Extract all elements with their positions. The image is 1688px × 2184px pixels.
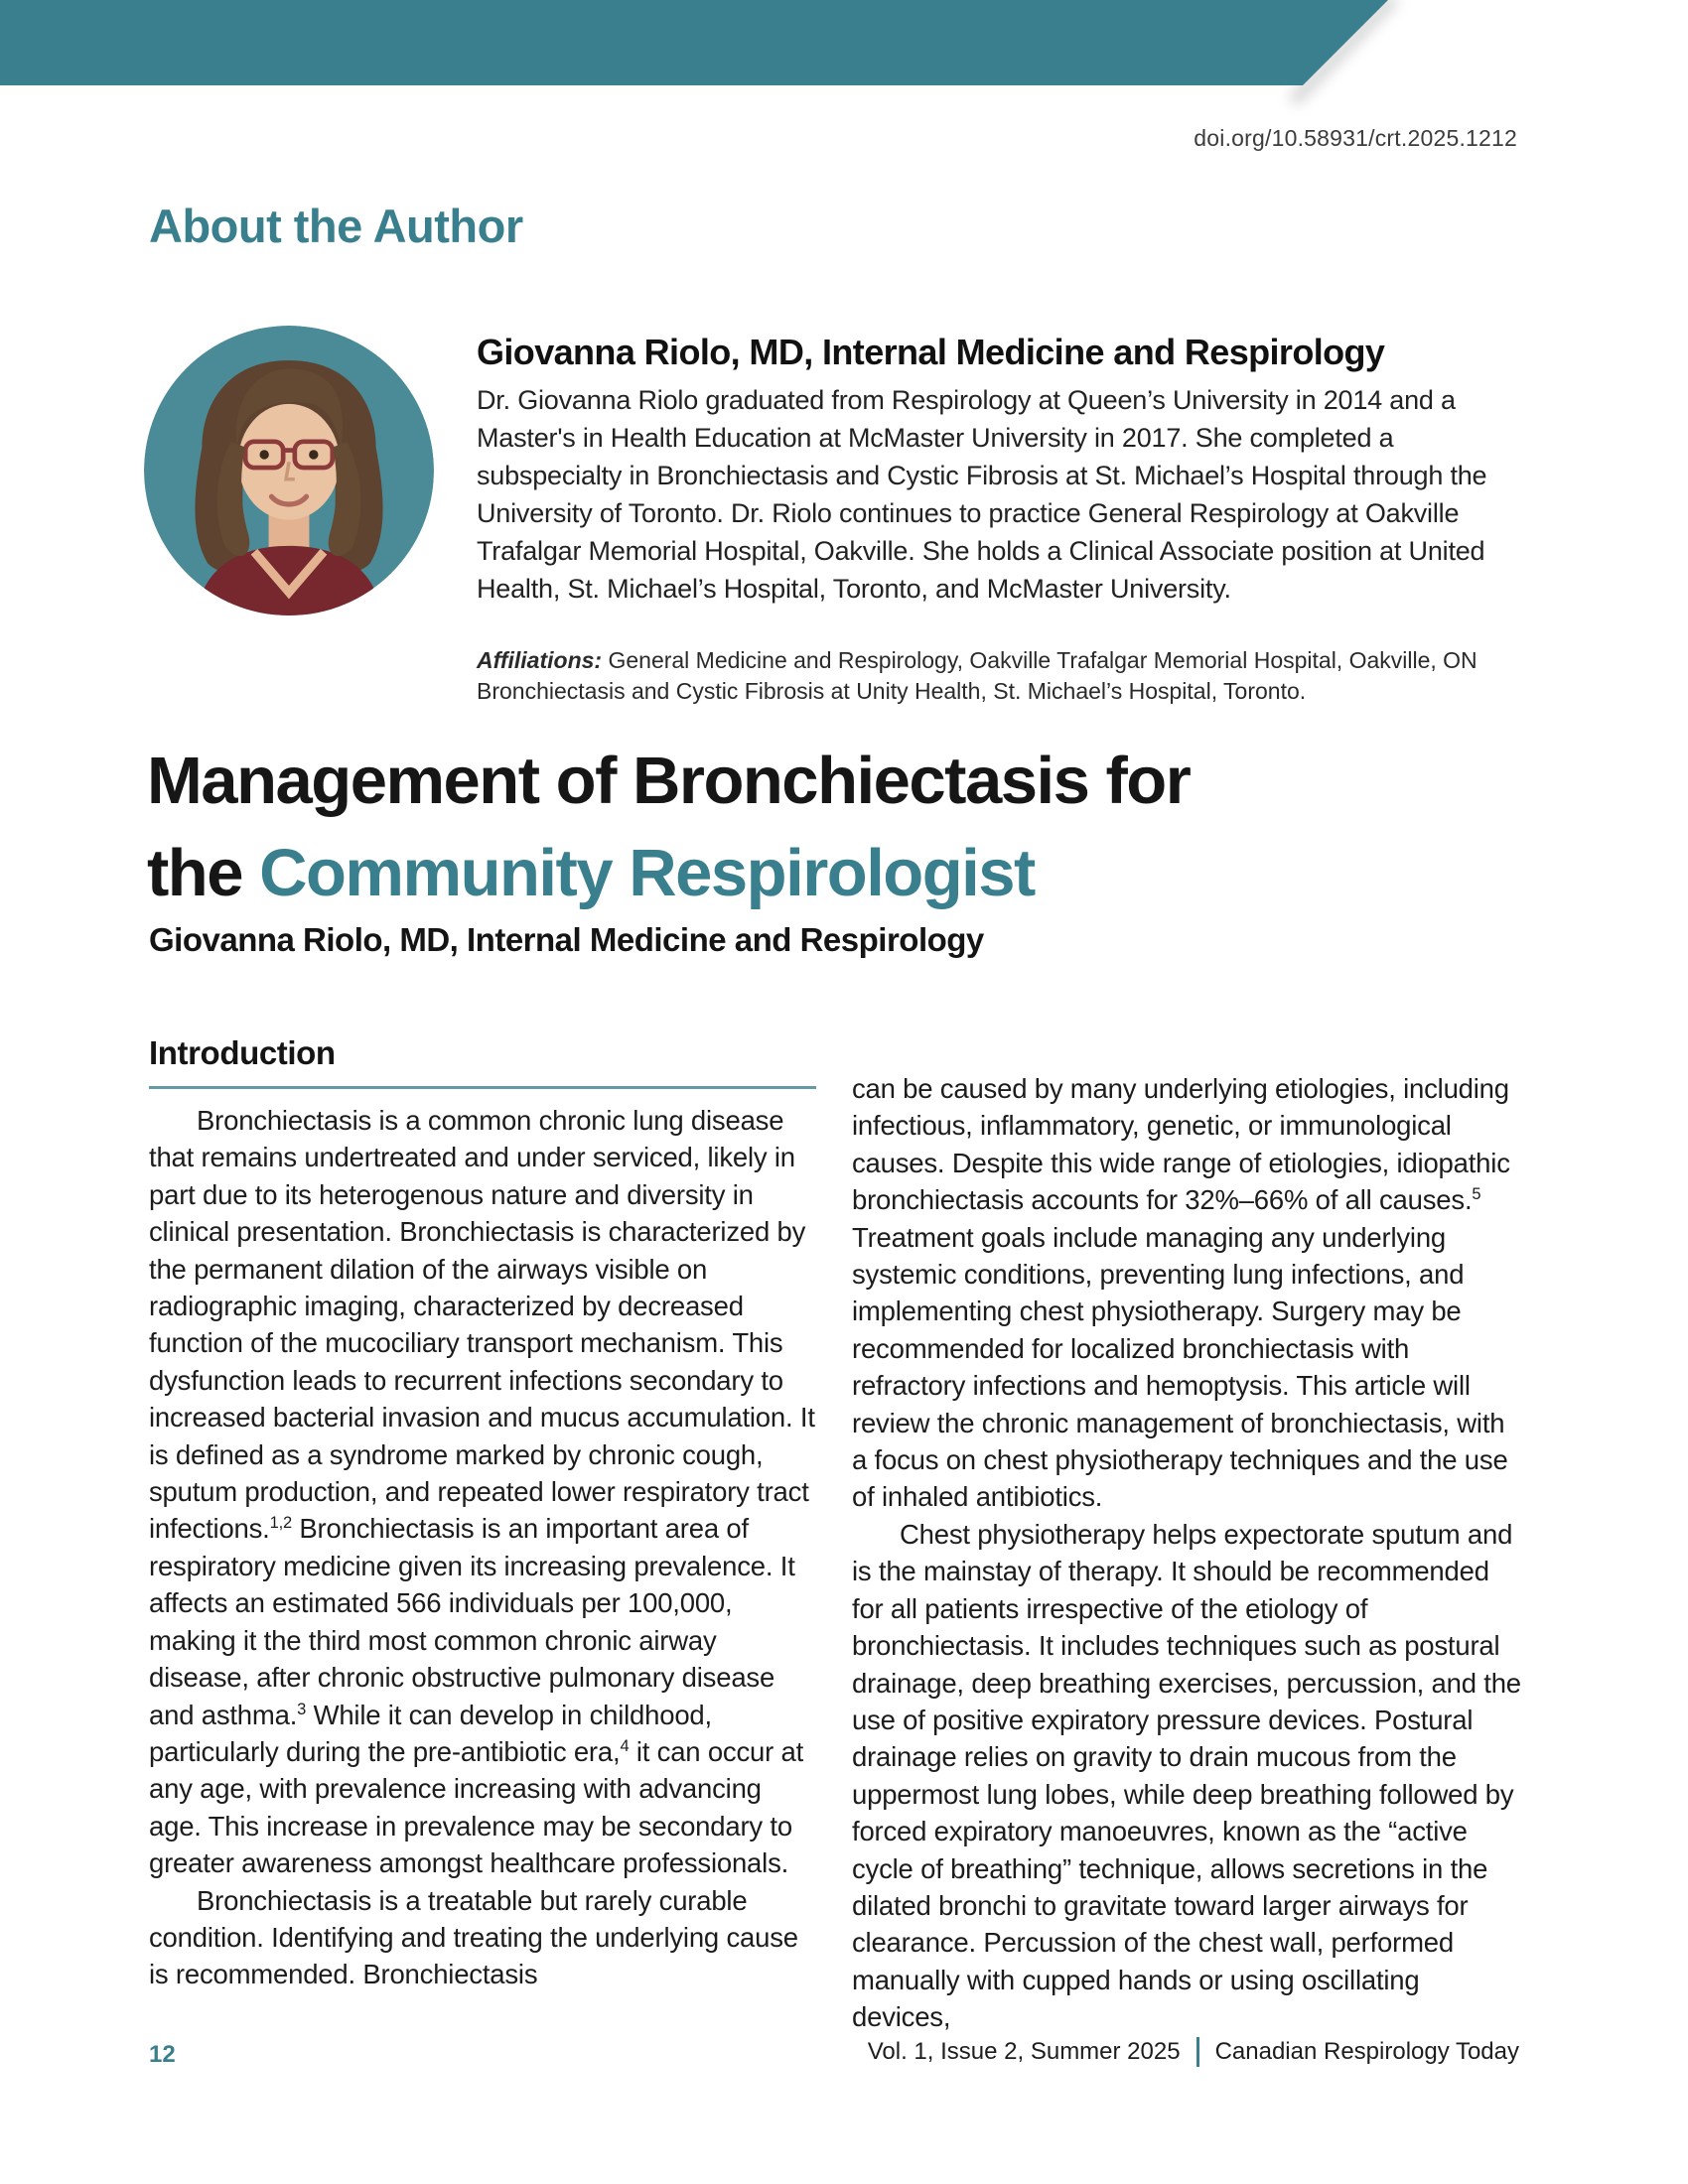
body-paragraph: Bronchiectasis is a common chronic lung disease that remains undertreated and under serviced, likely in part due to its heterogenous nature and diversity in clinical presentation. Bronchiectasis is characterized by the permanent dilation of the airways visible on radiographic imaging, characterized by decreased function of the mucociliary transport mechanism. This dysfunction leads to recurrent infections secondary to increased bacterial invasion and mucus accumulation. It is defined as a syndrome marked by chronic cough, sputum production, and repeated lower respiratory tract infections.$^{1,2}$ Bronchiectasis is an important area of respiratory medicine given its increasing prevalence. It affects an estimated 566 individuals per 100,000, making it the third most common chronic airway disease, after chronic obstructive pulmonary disease and asthma.$^3$ While it can develop in childhood, particularly during the pre-antibiotic era,$^4$ it can occur at any age, with prevalence increasing with advancing age. This increase in prevalence may be secondary to greater awareness amongst healthcare professionals. (149, 1105, 815, 1879)
section-heading-introduction: Introduction (149, 1034, 336, 1071)
section-underline (149, 1086, 816, 1089)
author-bio: Dr. Giovanna Riolo graduated from Respirology at Queen’s University in 2014 and a Master's in Health Education at McMaster University in 2017. She completed a subspecialty in Bronchiectasis and Cystic Fibrosis at St. Michael’s Hospital through the University of Toronto. Dr. Riolo continues to practice General Respirology at Oakville Trafalgar Memorial Hospital, Oakville. She holds a Clinical Associate position at United Health, St. Michael’s Hospital, Toronto, and McMaster University. (477, 385, 1487, 604)
body-paragraph: Chest physiotherapy helps expectorate sputum and is the mainstay of therapy. It should be recommended for all patients irrespective of the etiology of bronchiectasis. It includes techniques such as postural drainage, deep breathing exercises, percussion, and the use of positive expiratory pressure devices. Postural drainage relies on gravity to drain mucous from the uppermost lung lobes, while deep breathing followed by forced expiratory manoeuvres, known as the “active cycle of breathing” technique, allows secretions in the dilated bronchi to gravitate toward larger airways for clearance. Percussion of the chest wall, performed manually with cupped hands or using oscillating devices, (852, 1518, 1521, 2033)
affiliations-line2: Bronchiectasis and Cystic Fibrosis at Unity Health, St. Michael’s Hospital, Toronto. (477, 678, 1307, 704)
footer-divider (1196, 2037, 1199, 2067)
article-byline: Giovanna Riolo, MD, Internal Medicine and Respirology (149, 921, 984, 958)
left-column (149, 1102, 818, 1993)
article-title (147, 735, 1587, 919)
affiliations-label: Affiliations: (477, 647, 603, 673)
affiliations-line1: General Medicine and Respirology, Oakville Trafalgar Memorial Hospital, Oakville, ON (608, 647, 1477, 673)
body-paragraph: can be caused by many underlying etiologies, including infectious, inflammatory, genetic, or immunological causes. Despite this wide range of etiologies, idiopathic bronchiectasis accounts for 32%–66% of all causes.$^5$ Treatment goals include managing any underlying systemic conditions, preventing lung infections, and implementing chest physiotherapy. Surgery may be recommended for localized bronchiectasis with refractory infections and hemoptysis. This article will review the chronic management of bronchiectasis, with a focus on chest physiotherapy techniques and the use of inhaled antibiotics. (852, 1073, 1510, 1513)
article-title-line2-accent: Community Respirologist (259, 836, 1035, 910)
about-heading: About the Author (149, 200, 523, 252)
author-photo (144, 326, 434, 615)
author-name: Giovanna Riolo, MD, Internal Medicine and Respirology (477, 332, 1385, 372)
article-title-line2-black: the (147, 836, 260, 910)
footer (868, 2037, 1519, 2067)
article-title-line1: Management of Bronchiectasis for (147, 744, 1191, 818)
doi-link[interactable]: doi.org/10.58931/crt.2025.1212 (1194, 125, 1517, 151)
top-banner (0, 0, 1688, 139)
right-column (852, 1070, 1521, 2036)
body-paragraph: Bronchiectasis is a treatable but rarely curable condition. Identifying and treating the underlying cause is recommended. Bronchiectasis (149, 1884, 798, 1990)
footer-issue: Vol. 1, Issue 2, Summer 2025 (867, 2038, 1181, 2065)
footer-journal: Canadian Respirology Today (1214, 2038, 1519, 2065)
affiliations (477, 645, 1529, 707)
page-number: 12 (149, 2041, 176, 2068)
banner-shape (0, 0, 1388, 85)
